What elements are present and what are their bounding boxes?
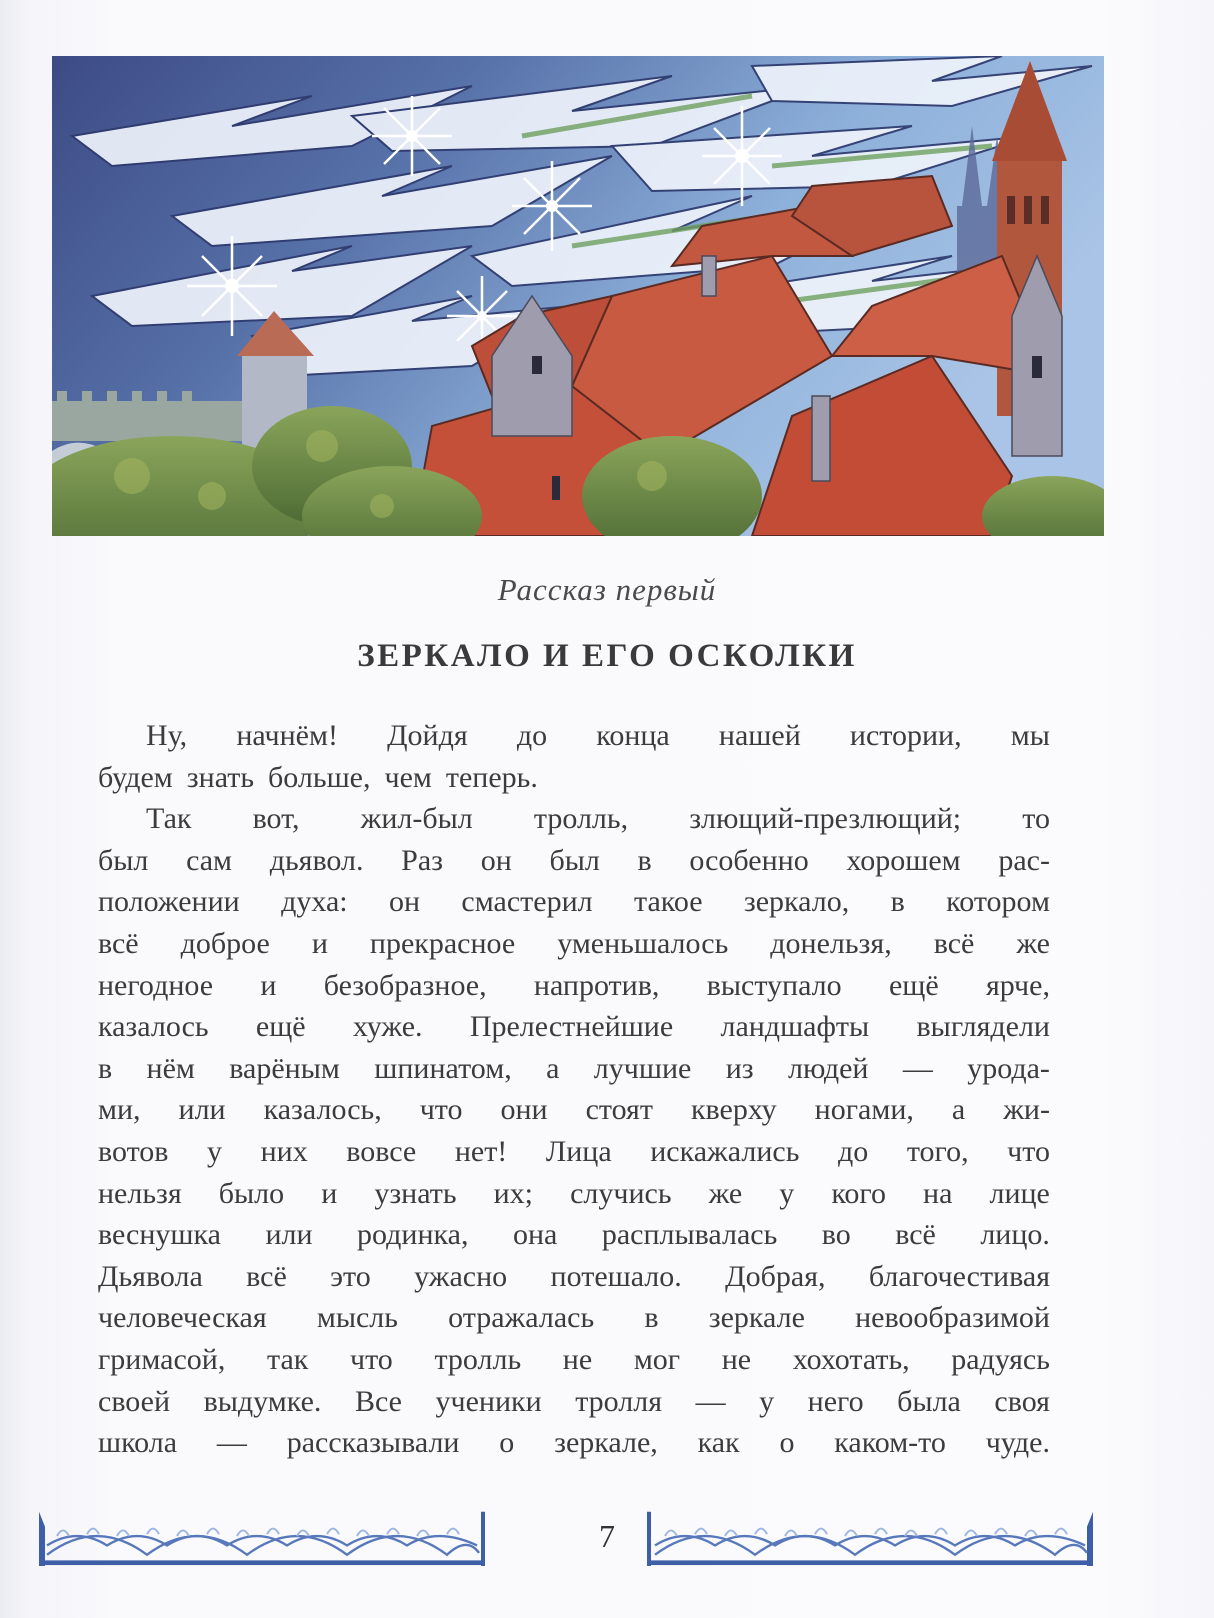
word: безобразное, [323,968,487,1002]
word: выступало [706,968,842,1002]
text-line [98,1381,1050,1423]
word: в [637,843,652,877]
word: чем [384,760,432,794]
word: прекрасное [369,926,516,960]
word: то [1022,802,1050,836]
word: доброе [180,926,270,960]
word: ещё [255,1010,306,1044]
word: вотов [98,1134,169,1168]
word: лице [989,1176,1050,1210]
story-text [98,715,1050,1464]
word: духа: [281,885,348,919]
word: не [562,1342,593,1376]
word: казалось [98,1010,209,1044]
word: и [311,926,328,960]
word: всё [246,1259,287,1293]
word: особенно [689,843,809,877]
word: он [480,843,512,877]
word: больше, [268,760,371,794]
text-line [98,881,1050,923]
word: школа [98,1426,178,1460]
text-line [98,1173,1050,1215]
chapter-title: ЗЕРКАЛО И ЕГО ОСКОЛКИ [357,638,857,674]
word: мысль [316,1301,398,1335]
word: дьявол. [269,843,364,877]
chapter-illustration [52,56,1104,536]
word: что [419,1093,463,1127]
word: невообразимой [855,1301,1050,1335]
word: до [516,719,548,752]
word: в [890,885,905,919]
word: людей [787,1051,869,1085]
word: котором [946,885,1050,919]
word: узнать [374,1176,457,1210]
text-line [98,1256,1050,1298]
word: хохотать, [792,1342,910,1376]
word: ужасно [414,1259,508,1293]
word: — [216,1426,247,1460]
word: родинка, [357,1218,469,1252]
word: лицо. [980,1218,1050,1252]
word: же [708,1176,743,1210]
word: ученики [435,1384,542,1418]
word: была [897,1384,961,1418]
word: так [266,1342,309,1376]
text-line [98,1048,1050,1090]
word: истории, [849,719,962,752]
text-line [98,1297,1050,1339]
word: тролль [434,1342,522,1376]
word: ярче, [985,968,1050,1002]
word: своя [994,1384,1050,1418]
word: веснушка [98,1218,221,1252]
word: не [721,1342,752,1376]
word: нельзя [98,1176,182,1210]
word: они [500,1093,548,1127]
word: напротив, [533,968,660,1002]
word: мог [633,1342,681,1376]
word: Лица [545,1134,612,1168]
word: отражалась [448,1301,595,1335]
word: в [644,1301,659,1335]
word: выдумке. [203,1384,322,1418]
word: тролль, [533,802,629,836]
word: он [388,885,421,919]
word: и [260,968,277,1002]
word: был [98,843,149,877]
word: у [207,1134,223,1168]
text-line [98,1089,1050,1131]
word: каком-то [834,1426,946,1460]
word: рассказывали [286,1426,460,1460]
word: смастерил [461,885,593,919]
word: сам [186,843,233,877]
word: у [759,1384,775,1418]
text-line [98,1339,1050,1381]
word: своей [98,1384,171,1418]
page-footer [0,1500,1214,1570]
word: варёным [229,1051,340,1085]
text-line [98,1131,1050,1173]
word: кого [831,1176,886,1210]
word: о [779,1426,795,1460]
word: расплывалась [601,1218,778,1252]
word: до [837,1134,869,1168]
word: их; [493,1176,534,1210]
word: тролля [575,1384,663,1418]
word: лучшие [593,1051,692,1085]
word: знать [186,760,255,794]
word: случись [570,1176,672,1210]
word: и [321,1176,338,1210]
decorative-ornament-right [645,1508,1095,1566]
text-line [98,923,1050,965]
word: был [549,843,600,877]
word: Так [146,802,192,836]
word: мы [1010,719,1050,752]
word: всё [933,926,975,960]
word: это [330,1259,371,1293]
word: кверху [690,1093,777,1127]
word: зеркало, [743,885,850,919]
word: хуже. [352,1010,423,1044]
word: уменьшалось [557,926,729,960]
word: Раз [401,843,444,877]
word: конца [596,719,670,752]
text-line [98,965,1050,1007]
word: человеческая [98,1301,267,1335]
page-number: 7 [599,1518,615,1554]
word: Дойдя [387,719,468,752]
word: будем [98,760,173,794]
word: ми, [98,1093,141,1127]
word: благочестивая [868,1259,1050,1293]
word: всё [98,926,139,960]
word: же [1016,926,1050,960]
word: того, [906,1134,969,1168]
word: о [499,1426,515,1460]
word: нашей [718,719,801,752]
word: Все [354,1384,402,1418]
word: казалось, [263,1093,382,1127]
word: радуясь [951,1342,1050,1376]
word: стоят [585,1093,653,1127]
word: выглядели [916,1010,1050,1044]
word: теперь. [445,760,538,794]
word: гримасой, [98,1342,226,1376]
word: хорошем [846,843,961,877]
word: ландшафты [720,1010,870,1044]
word: — [695,1384,726,1418]
word: злющий-презлющий; [689,802,962,836]
word: или [178,1093,226,1127]
mirror-shards-town-illustration [52,56,1104,536]
word: чуде. [985,1426,1050,1460]
word: на [923,1176,953,1210]
text-line [98,757,1050,799]
word: нём [146,1051,195,1085]
word: а [546,1051,560,1085]
text-line [98,1214,1050,1256]
word: него [807,1384,864,1418]
word: Прелестнейшие [469,1010,674,1044]
word: всё [895,1218,936,1252]
word: что [1007,1134,1050,1168]
word: в [98,1051,113,1085]
word: искажались [650,1134,800,1168]
word: ещё [888,968,939,1002]
word: во [821,1218,851,1252]
word: Ну, [146,719,188,752]
word: из [725,1051,754,1085]
word: рас- [998,843,1050,877]
word: Дьявола [98,1259,203,1293]
word: ногами, [814,1093,914,1127]
word: нет! [454,1134,508,1168]
word: зеркале, [554,1426,658,1460]
word: негодное [98,968,214,1002]
text-line [98,1006,1050,1048]
chapter-subtitle: Рассказ первый [497,572,717,607]
word: у [779,1176,795,1210]
word: положении [98,885,240,919]
word: как [697,1426,740,1460]
word: такое [633,885,703,919]
word: жи- [1003,1093,1050,1127]
word: донельзя, [770,926,892,960]
word: — [902,1051,933,1085]
word: шпинатом, [374,1051,512,1085]
word: вовсе [346,1134,417,1168]
word: зеркале [708,1301,805,1335]
word: начнём! [236,719,338,752]
word: Добрая, [725,1259,826,1293]
text-line [98,715,1050,757]
text-line [98,798,1050,840]
word: что [349,1342,393,1376]
text-line [98,1422,1050,1464]
word: вот, [252,802,300,836]
text-line [98,840,1050,882]
word: потешало. [550,1259,682,1293]
word: было [218,1176,285,1210]
word: она [512,1218,558,1252]
word: них [260,1134,308,1168]
word: жил-был [360,802,473,836]
word: а [951,1093,966,1127]
word: или [265,1218,313,1252]
word: урода- [967,1051,1050,1085]
